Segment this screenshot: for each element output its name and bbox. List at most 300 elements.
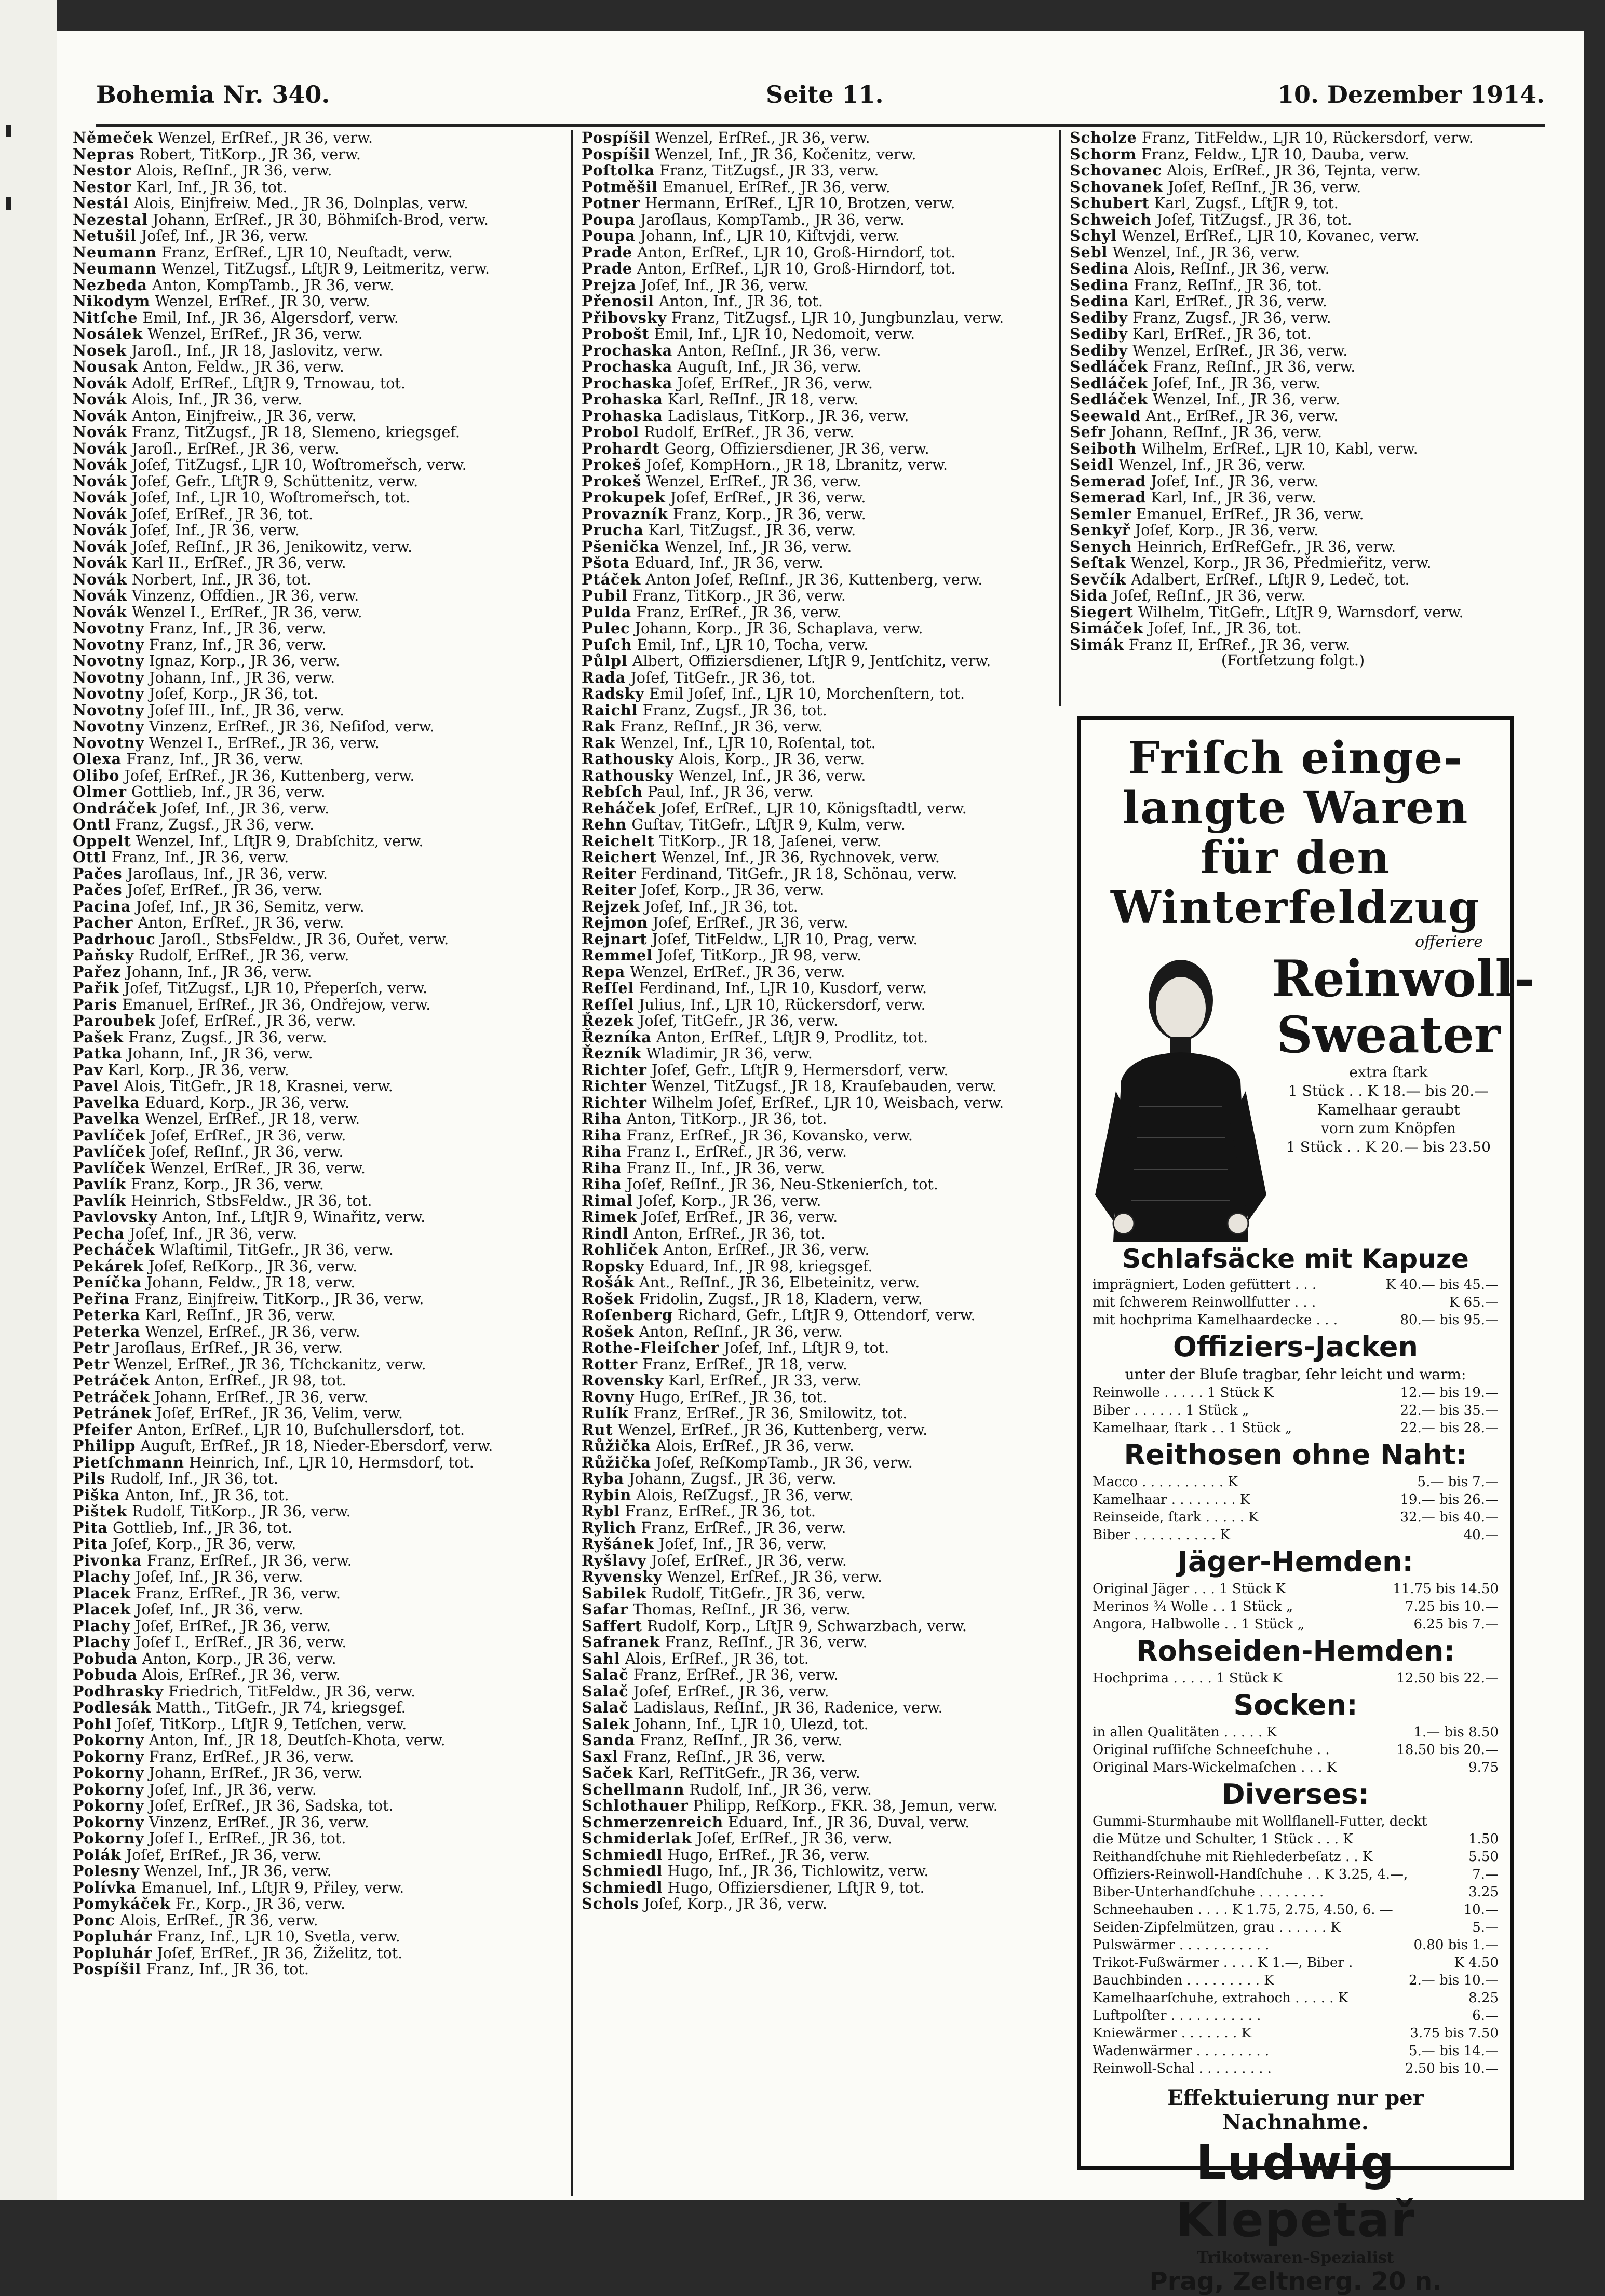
- surname: Neumann: [73, 243, 157, 261]
- casualty-details: Wenzel, ErſRef., JR 30, verw.: [155, 293, 370, 310]
- casualty-details: Joſef, ReſKompTamb., JR 36, verw.: [656, 1453, 913, 1471]
- surname: Podlesák: [73, 1699, 151, 1716]
- casualty-entry: [73, 817, 561, 833]
- casualty-entry: [73, 947, 561, 964]
- casualty-entry: [582, 1144, 1049, 1160]
- casualty-details: Franz, TitZugsf., JR 18, Slemeno, kriegsgef.: [131, 424, 460, 441]
- casualty-entry: [1070, 506, 1516, 523]
- ad-price: 32.— bis 40.—: [1400, 1510, 1499, 1525]
- casualty-entry: [582, 718, 1049, 735]
- casualty-details: Joſef, ErſRef., JR 36, verw.: [677, 374, 873, 392]
- surname: Pačes: [73, 864, 123, 882]
- surname: Novák: [73, 587, 127, 604]
- ad-price-line: [1093, 1741, 1499, 1759]
- casualty-entry: [73, 1389, 561, 1406]
- casualty-details: Alois, ErſRef., JR 36, verw.: [656, 1437, 854, 1455]
- surname: Petr: [73, 1355, 110, 1373]
- casualty-entry: [582, 343, 1049, 359]
- surname: Safar: [582, 1600, 628, 1618]
- casualty-entry: [73, 310, 561, 327]
- casualty-entry: [73, 522, 561, 539]
- casualty-details: Joſef, Korp., JR 36, verw.: [641, 881, 825, 899]
- casualty-details: Joſef, ReſInf., JR 36, verw.: [150, 1143, 344, 1160]
- ad-item: mit ſchwerem Reinwollfutter . . .: [1093, 1295, 1316, 1310]
- casualty-entry: [582, 1618, 1049, 1635]
- surname: Pohl: [73, 1715, 112, 1733]
- casualty-details: Joſef, ErſRef., JR 36, Sadska, tot.: [149, 1797, 394, 1814]
- casualty-entry: [582, 1569, 1049, 1585]
- surname: Siegert: [1070, 603, 1134, 621]
- ad-price-line: [1093, 1276, 1499, 1294]
- ad-price-line: [1093, 1813, 1499, 1830]
- casualty-entry: [73, 849, 561, 866]
- surname: Podhrasky: [73, 1682, 164, 1700]
- casualty-details: Anton Joſef, ReſInf., JR 36, Kuttenberg, verw.: [645, 570, 983, 588]
- casualty-details: Wenzel, Inf., JR 36, verw.: [1153, 391, 1340, 408]
- casualty-details: Joſef, Inf., JR 36, Semitz, verw.: [136, 898, 365, 915]
- surname: Novotny: [73, 652, 145, 670]
- casualty-details: Franz, ReſInf., JR 36, verw.: [1153, 358, 1356, 375]
- surname: Pavlíček: [73, 1143, 146, 1160]
- casualty-details: Ferdinand, TitGefr., JR 18, Schönau, verw.: [641, 865, 957, 882]
- casualty-entry: [73, 1520, 561, 1537]
- ad-price: 80.— bis 95.—: [1400, 1312, 1499, 1328]
- surname: Pavlíček: [73, 1126, 146, 1144]
- casualty-entry: [582, 670, 1049, 686]
- casualty-entry: [73, 702, 561, 719]
- casualty-details: Franz II, ErſRef., JR 36, verw.: [1128, 636, 1351, 654]
- ad-item: Pulswärmer . . . . . . . . . . .: [1093, 1937, 1270, 1953]
- casualty-entry: [73, 1651, 561, 1667]
- casualty-details: Jaroſlaus, Inf., JR 36, verw.: [127, 865, 328, 882]
- surname: Rimek: [582, 1208, 638, 1226]
- casualty-entry: [582, 1601, 1049, 1618]
- surname: Prade: [582, 260, 632, 277]
- surname: Pašek: [73, 1028, 124, 1046]
- casualty-details: Georg, Offiziersdiener, JR 36, verw.: [664, 440, 929, 457]
- casualty-entry: [73, 1340, 561, 1356]
- casualty-entry: [582, 588, 1049, 604]
- casualty-details: TitKorp., JR 18, Jaſenei, verw.: [659, 832, 882, 850]
- casualty-entry: [582, 1749, 1049, 1765]
- casualty-entry: [582, 1062, 1049, 1079]
- casualty-entry: [582, 784, 1049, 800]
- casualty-details: Joſef, Inf., JR 36, verw.: [131, 522, 300, 539]
- surname: Reſſel: [582, 995, 635, 1013]
- surname: Seewald: [1070, 406, 1141, 425]
- ad-section-heading: Offiziers-Jacken: [1173, 1330, 1418, 1363]
- surname: Pokorny: [73, 1731, 144, 1749]
- casualty-entry: [73, 244, 561, 261]
- casualty-details: Wenzel, Inf., JR 36, Rychnovek, verw.: [662, 849, 940, 866]
- newspaper-page: [57, 31, 1584, 2296]
- ad-product-details: [1272, 1063, 1505, 1157]
- casualty-details: Franz, Korp., JR 36, verw.: [673, 505, 866, 523]
- ad-item: die Mütze und Schulter, 1 Stück . . . K: [1093, 1831, 1353, 1847]
- casualty-entry: [73, 1536, 561, 1553]
- casualty-entry: [582, 1127, 1049, 1144]
- ad-detail-line: extra ſtark: [1349, 1064, 1428, 1081]
- surname: Novák: [73, 439, 127, 457]
- ad-price-line: [1093, 1954, 1499, 1972]
- casualty-details: Karl, ReſTitGefr., JR 36, verw.: [638, 1764, 860, 1782]
- casualty-details: Joſef, ReſKorp., JR 36, verw.: [148, 1257, 358, 1275]
- surname: Rošek: [582, 1289, 635, 1308]
- ad-price: 1.50: [1468, 1831, 1499, 1847]
- casualty-entry: [73, 1095, 561, 1111]
- casualty-entry: [73, 1324, 561, 1340]
- surname: Plachy: [73, 1616, 131, 1635]
- issue-date: 10. Dezember 1914.: [1277, 80, 1545, 108]
- casualty-entry: [73, 1176, 561, 1193]
- ad-price-list: [1093, 1580, 1499, 1633]
- surname: Riha: [582, 1110, 622, 1127]
- casualty-details: Anton, ReſInf., JR 36, verw.: [677, 342, 881, 359]
- casualty-details: Wenzel, ErſRef., JR 36, verw.: [150, 1159, 366, 1177]
- casualty-details: Hugo, Offiziersdiener, LſtJR 9, tot.: [667, 1879, 925, 1896]
- casualty-entry: [582, 391, 1049, 408]
- casualty-entry: [582, 1896, 1049, 1912]
- casualty-details: Anton, ErſRef., JR 36, verw.: [663, 1241, 870, 1258]
- casualty-details: Emil, Inf., JR 36, Algersdorf, verw.: [142, 309, 399, 327]
- casualty-entry: [73, 735, 561, 752]
- ad-price: 22.— bis 35.—: [1400, 1403, 1499, 1418]
- surname: Novák: [73, 472, 127, 490]
- casualty-details: Wenzel, Inf., JR 36, verw.: [144, 1863, 332, 1880]
- casualty-entry: [582, 1683, 1049, 1700]
- surname: Novák: [73, 554, 127, 572]
- casualty-details: Richard, Gefr., LſtJR 9, Ottendorf, verw.: [677, 1307, 976, 1324]
- casualty-details: Johann, Feldw., JR 18, verw.: [146, 1274, 356, 1291]
- casualty-entry: [582, 1880, 1049, 1896]
- surname: Pav: [73, 1061, 103, 1079]
- ad-section-subtitle: unter der Bluſe tragbar, ſehr leicht und warm:: [1125, 1366, 1466, 1383]
- casualty-details: Franz, ErſRef., JR 36, verw.: [636, 603, 842, 621]
- casualty-entry: [1070, 588, 1516, 604]
- surname: Rada: [582, 668, 626, 686]
- ad-section-heading: Reithosen ohne Naht:: [1124, 1438, 1467, 1471]
- casualty-entry: [1070, 130, 1516, 146]
- casualty-details: Johann, ErſRef., JR 30, Böhmiſch-Brod, verw.: [153, 211, 489, 228]
- ad-price-line: [1093, 1384, 1499, 1402]
- casualty-details: Eduard, Inf., JR 36, verw.: [635, 554, 824, 572]
- casualty-entry: [73, 1307, 561, 1324]
- casualty-details: Ant., ReſInf., JR 36, Elbeteinitz, verw.: [639, 1274, 920, 1291]
- surname: Pecha: [73, 1224, 125, 1242]
- surname: Petr: [73, 1339, 110, 1356]
- surname: Prochaska: [582, 341, 673, 359]
- surname: Remmel: [582, 946, 653, 964]
- ad-price-line: [1093, 1972, 1499, 1989]
- casualty-details: Joſef, Inf., LJR 10, Woſtromeřsch, tot.: [131, 489, 411, 506]
- ad-section-heading: Socken:: [1233, 1689, 1358, 1721]
- casualty-details: Franz I., ErſRef., JR 36, verw.: [626, 1143, 847, 1160]
- casualty-entry: [1070, 261, 1516, 277]
- casualty-details: Emanuel, ErſRef., JR 36, verw.: [1136, 505, 1364, 523]
- surname: Prokeš: [582, 472, 642, 490]
- casualty-details: Joſef, ErſRef., JR 36, Velim, verw.: [156, 1405, 403, 1422]
- casualty-details: Anton, ReſInf., JR 36, verw.: [639, 1323, 843, 1340]
- ad-item: Angora, Halbwolle . . 1 Stück „: [1093, 1616, 1305, 1632]
- casualty-details: Wenzel, Inf., LſtJR 9, Drabſchitz, verw.: [136, 832, 424, 850]
- ad-price-line: [1093, 1848, 1499, 1866]
- surname: Ottl: [73, 848, 107, 866]
- ad-item: Bauchbinden . . . . . . . . . K: [1093, 1973, 1274, 1988]
- surname: Prucha: [582, 521, 644, 539]
- casualty-entry: [582, 1536, 1049, 1553]
- casualty-entry: [582, 1045, 1049, 1062]
- casualty-details: Rudolf, Inf., JR 36, tot.: [110, 1470, 278, 1487]
- casualty-entry: [582, 326, 1049, 343]
- casualty-details: Guſtav, TitGefr., LſtJR 9, Kulm, verw.: [631, 816, 906, 833]
- casualty-entry: [582, 1209, 1049, 1226]
- casualty-entry: [73, 1438, 561, 1455]
- casualty-details: Joſef I., ErſRef., JR 36, tot.: [149, 1830, 346, 1847]
- surname: Ondráček: [73, 799, 157, 817]
- casualty-entry: [73, 1045, 561, 1062]
- casualty-details: Joſef, Inf., LſtJR 9, tot.: [724, 1339, 889, 1356]
- casualty-details: Anton, Korp., JR 36, verw.: [142, 1650, 336, 1667]
- casualty-details: Joſef, TitZugsf., LJR 10, Přeperſch, verw.: [124, 980, 428, 997]
- casualty-entry: [582, 931, 1049, 948]
- column-divider: [1059, 130, 1061, 706]
- casualty-details: Wenzel I., ErſRef., JR 36, verw.: [131, 603, 362, 621]
- surname: Sedina: [1070, 292, 1129, 310]
- casualty-details: Julius, Inf., LJR 10, Rückersdorf, verw.: [639, 996, 926, 1013]
- surname: Novák: [73, 406, 127, 425]
- casualty-details: Rudolf, ErſRef., JR 36, verw.: [139, 947, 349, 964]
- surname: Rotter: [582, 1355, 638, 1373]
- surname: Schmiderlak: [582, 1829, 692, 1847]
- surname: Růžička: [582, 1437, 651, 1455]
- casualty-details: Alois, ErſRef., JR 36, verw.: [119, 1911, 318, 1929]
- casualty-entry: [1070, 572, 1516, 588]
- column-divider: [571, 130, 573, 2196]
- casualty-entry: [582, 375, 1049, 392]
- surname: Sanda: [582, 1731, 636, 1749]
- casualty-entry: [73, 1111, 561, 1127]
- casualty-details: Joſef, ErſRef., JR 36, verw.: [126, 1846, 322, 1864]
- casualty-details: Joſef, ReſInf., JR 36, verw.: [1168, 178, 1361, 196]
- casualty-details: Emil, Inf., LJR 10, Nedomoit, verw.: [654, 325, 915, 343]
- continued-note: (Fortſetzung folgt.): [1221, 652, 1365, 669]
- casualty-details: Johann, ErſRef., JR 36, verw.: [154, 1388, 369, 1406]
- casualty-entry: [73, 686, 561, 702]
- ad-item: in allen Qualitäten . . . . . K: [1093, 1724, 1277, 1740]
- casualty-entry: [1070, 212, 1516, 228]
- ad-price-line: [1093, 2007, 1499, 2025]
- ad-price-line: [1093, 1402, 1499, 1419]
- surname: Nousak: [73, 358, 139, 375]
- ad-sweater-section: [1093, 949, 1535, 1242]
- ad-price-line: [1093, 1919, 1499, 1936]
- casualty-details: Franz, Einjfreiw. TitKorp., JR 36, verw.: [134, 1290, 424, 1308]
- casualty-entry: [73, 1455, 561, 1471]
- casualty-entry: [73, 130, 561, 146]
- casualty-entry: [1070, 604, 1516, 621]
- surname: Pavlovsky: [73, 1208, 158, 1226]
- casualty-entry: [582, 244, 1049, 261]
- casualty-details: Wladimir, JR 36, verw.: [646, 1045, 813, 1062]
- casualty-entry: [1070, 637, 1516, 654]
- casualty-entry: [73, 866, 561, 882]
- casualty-entry: [582, 310, 1049, 327]
- ad-item: Original ruſſiſche Schneeſchuhe . .: [1093, 1742, 1330, 1758]
- surname: Nezbeda: [73, 276, 147, 294]
- surname: Novotny: [73, 685, 145, 702]
- page-edge: [0, 0, 57, 2200]
- ad-item: Kamelhaar, ſtark . . 1 Stück „: [1093, 1420, 1292, 1436]
- casualty-details: Alois, Inf., JR 36, verw.: [131, 391, 302, 408]
- ad-price-line: [1093, 1866, 1499, 1883]
- casualty-details: Eduard, Korp., JR 36, verw.: [144, 1094, 350, 1111]
- ad-price-line: [1093, 2025, 1499, 2042]
- casualty-details: Rudolf, Inf., JR 36, verw.: [689, 1781, 872, 1798]
- casualty-entry: [73, 1961, 561, 1978]
- ad-price-line: [1093, 1598, 1499, 1615]
- casualty-details: Wenzel, Inf., JR 36, verw.: [678, 767, 866, 784]
- surname: Rohliček: [582, 1241, 659, 1258]
- surname: Pavlík: [73, 1175, 127, 1193]
- casualty-details: Emanuel, ErſRef., JR 36, Ondřejow, verw.: [122, 996, 431, 1013]
- surname: Sida: [1070, 587, 1108, 604]
- casualty-entry: [1070, 162, 1516, 179]
- surname: Riha: [582, 1175, 622, 1193]
- casualty-details: Karl, ErſRef., JR 36, verw.: [1134, 293, 1327, 310]
- casualty-details: Franz, Feldw., LJR 10, Dauba, verw.: [1141, 145, 1409, 163]
- ad-payment-note: Effektuierung nur per Nachnahme.: [1167, 2086, 1424, 2135]
- casualty-details: Joſef, TitKorp., JR 98, verw.: [657, 947, 862, 964]
- casualty-details: Anton, ErſRef., LJR 10, Buſchullersdorf, tot.: [137, 1421, 465, 1438]
- surname: Ryvensky: [582, 1568, 663, 1585]
- surname: Piška: [73, 1486, 120, 1504]
- ad-address: Prag, Zeltnerg. 20 n.: [1149, 2267, 1442, 2296]
- surname: Petráček: [73, 1371, 150, 1389]
- ad-price-line: [1093, 1989, 1499, 2007]
- surname: Polesny: [73, 1862, 140, 1880]
- surname: Pařez: [73, 962, 122, 981]
- casualty-entry: [73, 1209, 561, 1226]
- surname: Pospíšil: [582, 129, 651, 146]
- surname: Ryba: [582, 1470, 625, 1487]
- ad-item: mit hochprima Kamelhaardecke . . .: [1093, 1312, 1338, 1328]
- casualty-entry: [582, 1324, 1049, 1340]
- casualty-details: Joſef I., ErſRef., JR 36, verw.: [135, 1634, 347, 1651]
- surname: Pokorny: [73, 1764, 144, 1782]
- casualty-details: Joſef, ErſRef., JR 36, verw.: [633, 1682, 829, 1700]
- casualty-details: Joſef, Gefr., LſtJR 9, Schüttenitz, verw.: [131, 472, 419, 490]
- casualty-entry: [1070, 277, 1516, 294]
- casualty-entry: [1070, 555, 1516, 572]
- casualty-entry: [1070, 473, 1516, 490]
- surname: Půlpl: [582, 652, 628, 670]
- casualty-entry: [73, 162, 561, 179]
- ad-price-line: [1093, 1580, 1499, 1598]
- casualty-entry: [582, 1814, 1049, 1831]
- surname: Prejza: [582, 276, 637, 294]
- surname: Prokeš: [582, 456, 642, 473]
- surname: Pacina: [73, 897, 131, 915]
- surname: Nikodym: [73, 292, 151, 310]
- ad-price-line: [1093, 1759, 1499, 1776]
- casualty-details: Anton, ErſRef., JR 36, tot.: [633, 1225, 826, 1242]
- ad-price-list: [1093, 1723, 1499, 1776]
- ad-price: 12.— bis 19.—: [1400, 1385, 1499, 1401]
- casualty-details: Wenzel, Inf., JR 36, verw.: [1112, 243, 1300, 261]
- casualty-entry: [73, 604, 561, 621]
- surname: Pita: [73, 1518, 108, 1537]
- surname: Paris: [73, 995, 118, 1013]
- surname: Sedina: [1070, 260, 1129, 277]
- casualty-details: Friedrich, TitFeldw., JR 36, verw.: [168, 1682, 416, 1700]
- casualty-details: Anton, KompTamb., JR 36, verw.: [152, 276, 395, 294]
- casualty-details: Joſef, ErſRef., JR 36, tot.: [131, 505, 314, 523]
- surname: Peterka: [73, 1306, 141, 1324]
- casualty-details: Joſef, TitZugsf., LJR 10, Woſtromeřsch, verw.: [131, 456, 467, 473]
- ad-price: 1.— bis 8.50: [1413, 1724, 1499, 1740]
- casualty-entry: [1070, 228, 1516, 244]
- ad-price-list: [1093, 1669, 1499, 1687]
- ad-price: 6.25 bis 7.—: [1413, 1616, 1499, 1632]
- advertisement: [1077, 716, 1535, 2296]
- casualty-entry: [582, 1700, 1049, 1716]
- casualty-details: Hermann, ErſRef., LJR 10, Brotzen, verw.: [644, 195, 955, 212]
- ad-sweater-offer: [1272, 949, 1535, 1157]
- surname: Seiboth: [1070, 439, 1137, 457]
- ad-item: Merinos ¾ Wolle . . 1 Stück „: [1093, 1599, 1293, 1614]
- casualty-entry: [1070, 146, 1516, 163]
- casualty-details: Wenzel, TitZugsf., LſtJR 9, Leitmeritz, verw.: [161, 260, 490, 277]
- surname: Prohaska: [582, 390, 663, 408]
- casualty-entry: [582, 702, 1049, 719]
- casualty-details: Anton, TitKorp., JR 36, tot.: [626, 1110, 827, 1127]
- casualty-entry: [73, 457, 561, 473]
- surname: Pivonka: [73, 1551, 142, 1569]
- casualty-entry: [73, 1912, 561, 1929]
- casualty-entry: [582, 1373, 1049, 1389]
- casualty-details: Johann, Korp., JR 36, Schaplava, verw.: [635, 620, 923, 637]
- casualty-details: Joſef, TitFeldw., LJR 10, Prag, verw.: [652, 930, 918, 948]
- ad-price-list: [1093, 1384, 1499, 1437]
- casualty-entry: [73, 359, 561, 375]
- casualty-entry: [73, 1062, 561, 1079]
- casualty-entry: [73, 637, 561, 654]
- casualty-list-column-1: [73, 130, 561, 1978]
- casualty-details: Joſef, Inf., JR 36, verw.: [129, 1225, 298, 1242]
- surname: Novák: [73, 390, 127, 408]
- casualty-details: Norbert, Inf., JR 36, tot.: [131, 570, 312, 588]
- casualty-entry: [73, 1749, 561, 1765]
- casualty-entry: [582, 1274, 1049, 1291]
- surname: Novák: [73, 505, 127, 523]
- surname: Peřina: [73, 1289, 130, 1308]
- casualty-entry: [73, 195, 561, 212]
- casualty-entry: [73, 1569, 561, 1585]
- casualty-details: Ignaz, Korp., JR 36, verw.: [149, 653, 340, 670]
- casualty-entry: [582, 293, 1049, 310]
- casualty-details: Franz, Inf., JR 36, verw.: [112, 849, 289, 866]
- surname: Nestor: [73, 161, 132, 179]
- casualty-entry: [1070, 522, 1516, 539]
- casualty-entry: [73, 490, 561, 506]
- casualty-details: Joſef, TitGefr., JR 36, tot.: [630, 669, 816, 686]
- casualty-entry: [73, 506, 561, 523]
- surname: Poſtolka: [582, 161, 655, 179]
- surname: Nitſche: [73, 308, 138, 327]
- casualty-entry: [582, 947, 1049, 964]
- surname: Pavelka: [73, 1110, 140, 1127]
- surname: Petráček: [73, 1388, 150, 1406]
